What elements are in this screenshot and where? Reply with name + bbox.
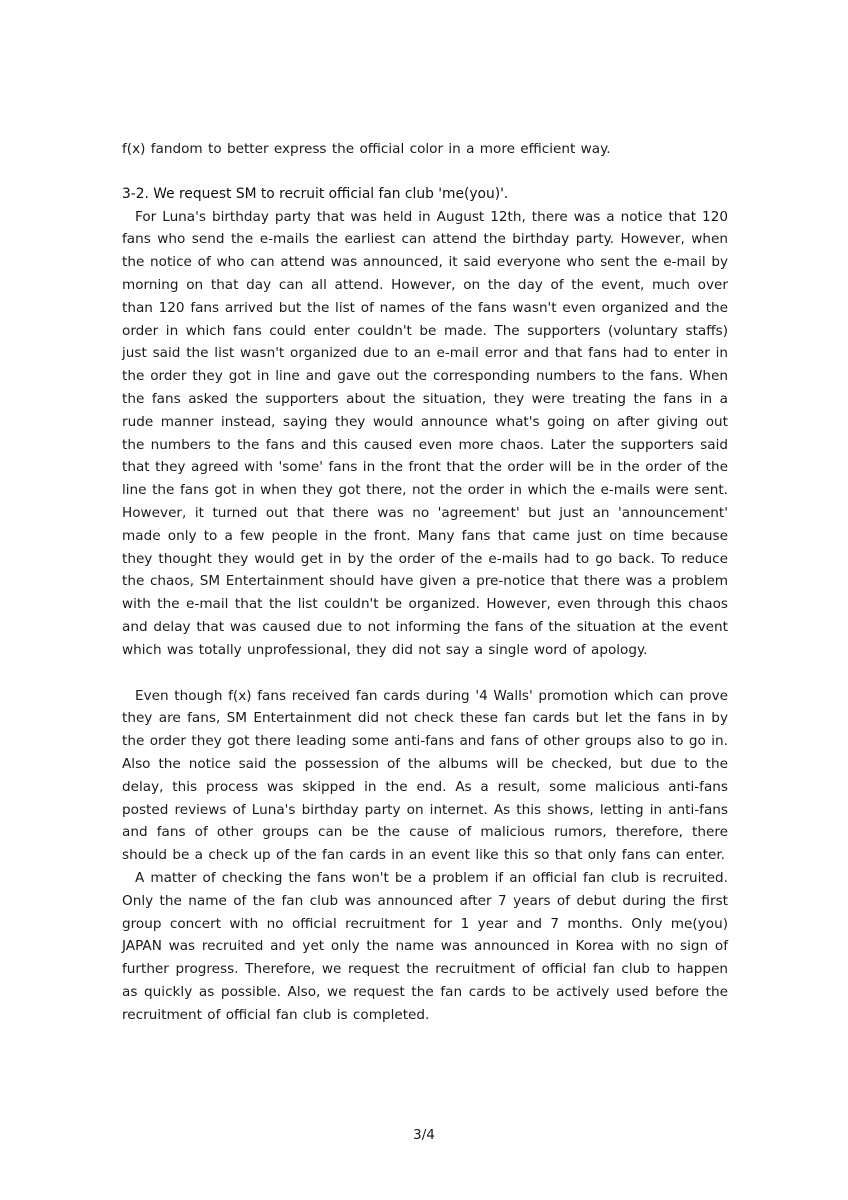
- paragraph-gap: [122, 662, 728, 685]
- paragraph-fan-cards: Even though f(x) fans received fan cards during '4 Walls' promotion which can prove they are fans, SM Entertainment did not check these fan cards but let the fans in by the order they got there leading some anti-fans and fans of other groups also to go in. Also the notice said the possession of the albums will be checked, but due to the delay, this process was skipped in the end. As a result, some malicious anti-fans posted reviews of Luna's birthday party on internet. As this shows, letting in anti-fans and fans of other groups can be the cause of malicious rumors, therefore, there should be a check up of the fan cards in an event like this so that only fans can enter.: [122, 687, 728, 864]
- document-body: [122, 138, 728, 1026]
- continuation-paragraph: f(x) fandom to better express the official color in a more efficient way.: [122, 141, 611, 157]
- section-gap: [122, 161, 728, 183]
- paragraph-birthday-party: For Luna's birthday party that was held in August 12th, there was a notice that 120 fans who send the e-mails the earliest can attend the birthday party. However, when the notice of who can attend was announced, it said everyone who sent the e-mail by morning on that day can all attend. However, on the day of the event, much over than 120 fans arrived but the list of names of the fans wasn't even organized and the order in which fans could enter couldn't be made. The supporters (voluntary staffs) just said the list wasn't organized due to an e-mail error and that fans had to enter in the order they got in line and gave out the corresponding numbers to the fans. When the fans asked the supporters about the situation, they were treating the fans in a rude manner instead, saying they would announce what's going on after giving out the numbers to the fans and this caused even more chaos. Later the supporters said that they agreed with 'some' fans in the front that the order will be in the order of the line the fans got in when they got there, not the order in which the e-mails were sent. However, it turned out that there was no 'agreement' but just an 'announcement' made only to a few people in the front. Many fans that came just on time because they thought they would get in by the order of the e-mails had to go back. To reduce the chaos, SM Entertainment should have given a pre-notice that there was a problem with the e-mail that the list couldn't be organized. However, even through this chaos and delay that was caused due to not informing the fans of the situation at the event which was totally unprofessional, they did not say a single word of apology.: [122, 208, 728, 658]
- page-number: 3/4: [413, 1127, 435, 1143]
- paragraph-fan-club-recruitment: A matter of checking the fans won't be a problem if an official fan club is recruited. Only the name of the fan club was announced after 7 years of debut during the first group concert with no official recruitment for 1 year and 7 months. Only me(you) JAPAN was recruited and yet only the name was announced in Korea with no sign of further progress. Therefore, we request the recruitment of official fan club to happen as quickly as possible. Also, we request the fan cards to be actively used before the recruitment of official fan club is completed.: [122, 869, 728, 1023]
- section-heading: 3-2. We request SM to recruit official fan club 'me(you)'.: [122, 185, 509, 202]
